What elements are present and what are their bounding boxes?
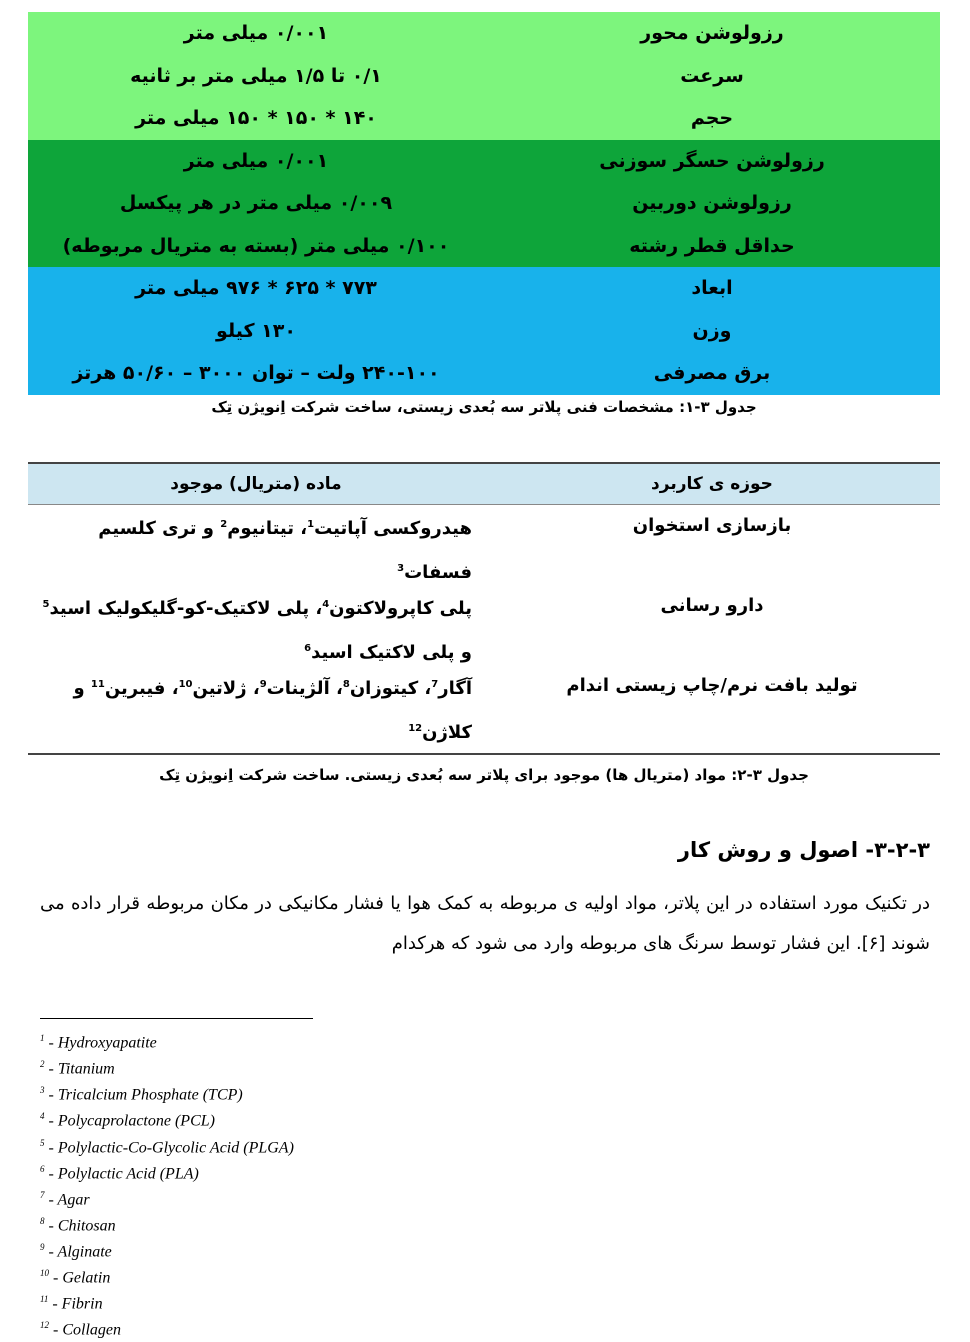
spec-param: رزولوشن حسگر سوزنی <box>599 149 825 172</box>
footnotes <box>40 1028 294 1342</box>
spec-param: وزن <box>692 319 732 342</box>
footnote-ref: 5 <box>42 599 50 610</box>
footnote-ref: 8 <box>342 679 350 690</box>
table-row <box>28 585 940 665</box>
spec-group-1 <box>28 12 940 140</box>
material-text: پلی کاپرولاکتون <box>329 598 472 619</box>
spec-row <box>28 267 940 310</box>
footnote-number: 6 <box>40 1163 45 1174</box>
table-row <box>28 665 940 753</box>
footnote-number: 9 <box>40 1242 45 1252</box>
material-text: و کلاژن <box>73 678 472 743</box>
material-text: آگار <box>438 678 472 699</box>
material-text: و تری کلسیم فسفات <box>98 518 472 583</box>
spec-table <box>28 12 940 395</box>
footnote-ref: 6 <box>304 643 312 654</box>
material-text: ، آلژینات <box>266 678 343 699</box>
material-text: ، ژلاتین <box>192 678 260 699</box>
footnote-text: - Polycaprolactone (PCL) <box>48 1112 215 1130</box>
material-text: هیدروکسی آپاتیت <box>314 518 472 539</box>
footnote-ref: 2 <box>220 519 228 530</box>
spec-param: حجم <box>690 107 734 130</box>
footnote-text: - Alginate <box>48 1243 112 1261</box>
footnote-ref: 9 <box>259 679 267 690</box>
footnote <box>40 1028 294 1054</box>
spec-param: سرعت <box>680 64 744 87</box>
footnote-number: 8 <box>40 1215 45 1226</box>
spec-row <box>28 97 940 140</box>
spec-param: حداقل قطر رشته <box>629 234 795 257</box>
material-text: و پلی لاکتیک اسید <box>311 642 472 663</box>
footnote-text: - Fibrin <box>52 1295 103 1313</box>
footnote-ref: 4 <box>322 599 330 610</box>
footnote-text: - Polylactic-Co-Glycolic Acid (PLGA) <box>48 1138 294 1156</box>
footnote-number: 12 <box>40 1320 49 1331</box>
footnote-ref: 12 <box>408 723 423 734</box>
spec-group-2 <box>28 140 940 268</box>
footnote <box>40 1289 294 1315</box>
footnote <box>40 1263 294 1289</box>
material-text: ، کیتوزان <box>349 678 432 699</box>
footnote-number: 4 <box>40 1111 45 1122</box>
spec-row <box>28 55 940 98</box>
materials-table-header <box>28 464 940 505</box>
material-cell <box>28 665 484 753</box>
header-application: حوزه ی کاربرد <box>651 474 773 494</box>
footnote <box>40 1106 294 1132</box>
footnote-number: 5 <box>40 1137 45 1148</box>
footnote-number: 2 <box>40 1059 45 1070</box>
spec-value: ۲۴۰-۱۰۰ ولت – توان ۳۰۰۰ – ۵۰/۶۰ هرتز <box>72 362 440 385</box>
footnote-number: 10 <box>40 1268 49 1279</box>
footnote-text: - Chitosan <box>48 1217 116 1235</box>
spec-row <box>28 310 940 353</box>
footnote-ref: 11 <box>90 679 105 690</box>
spec-row <box>28 12 940 55</box>
material-cell <box>28 505 484 585</box>
footnote-text: - Titanium <box>48 1060 115 1078</box>
footnote-ref: 7 <box>431 679 439 690</box>
material-text: ، تیتانیوم <box>227 518 308 539</box>
application-cell: دارو رسانی <box>660 595 764 616</box>
material-text: ، فیبرین <box>104 678 179 699</box>
footnote <box>40 1133 294 1159</box>
footnote-text: - Tricalcium Phosphate (TCP) <box>48 1086 243 1104</box>
footnote <box>40 1054 294 1080</box>
footnote-text: - Gelatin <box>53 1269 111 1287</box>
spec-value: ۰/۰۰۱ میلی متر <box>183 149 329 172</box>
materials-table-caption: جدول ۳-۲: مواد (متریال ها) موجود برای پلاتر سه بُعدی زیستی. ساخت شرکت اِنویژن تِک <box>159 766 809 784</box>
application-cell: تولید بافت نرم/چاپ زیستی اندام <box>566 675 858 696</box>
footnote-text: - Collagen <box>53 1321 121 1339</box>
spec-row <box>28 352 940 395</box>
spec-param: رزولوشن دوربین <box>632 192 792 215</box>
spec-param: ابعاد <box>691 277 733 300</box>
spec-row <box>28 182 940 225</box>
spec-value: ۰/۰۰۹ میلی متر در هر پیکسل <box>119 192 393 215</box>
spec-value: ۱۴۰ * ۱۵۰ * ۱۵۰ میلی متر <box>135 107 377 130</box>
footnote-text: - Hydroxyapatite <box>48 1034 157 1052</box>
footnote-text: - Polylactic Acid (PLA) <box>48 1164 199 1182</box>
footnote-rule <box>40 1018 313 1019</box>
footnote-ref: 3 <box>397 563 405 574</box>
spec-value: ۷۷۳ * ۶۲۵ * ۹۷۶ میلی متر <box>135 277 377 300</box>
footnote <box>40 1080 294 1106</box>
material-text: ، پلی لاکتیک-کو-گلیکولیک اسید <box>49 598 323 619</box>
header-material: ماده (متریال) موجود <box>170 474 342 494</box>
footnote <box>40 1185 294 1211</box>
footnote <box>40 1159 294 1185</box>
footnote <box>40 1315 294 1341</box>
application-cell: بازسازی استخوان <box>632 515 792 536</box>
spec-param: برق مصرفی <box>653 362 771 385</box>
spec-param: رزولوشن محور <box>640 22 784 45</box>
body-paragraph: در تکنیک مورد استفاده در این پلاتر، مواد اولیه ی مربوطه به کمک هوا یا فشار مکانیکی در مکان مربوطه قرار داده می شوند [۶]. این فشار توسط سرنگ های مربوطه وارد می شود که هرکدام <box>40 893 930 954</box>
footnote-number: 11 <box>40 1294 49 1305</box>
material-cell <box>28 585 484 665</box>
footnote-text: - Agar <box>48 1191 90 1209</box>
table-row <box>28 505 940 585</box>
footnote-number: 7 <box>40 1189 45 1200</box>
spec-row <box>28 140 940 183</box>
spec-group-3 <box>28 267 940 395</box>
section-title: ۳-۲-۳- اصول و روش کار <box>677 838 930 862</box>
spec-value: ۰/۱ تا ۱/۵ میلی متر بر ثانیه <box>130 64 382 87</box>
footnote-ref: 10 <box>178 679 193 690</box>
spec-value: ۰/۰۰۱ میلی متر <box>183 22 329 45</box>
footnote-ref: 1 <box>307 519 315 530</box>
footnote <box>40 1237 294 1263</box>
spec-table-caption: جدول ۳-۱: مشخصات فنی پلاتر سه بُعدی زیستی، ساخت شرکت اِنویژن تِک <box>211 398 757 416</box>
footnote-number: 1 <box>40 1033 45 1043</box>
footnote <box>40 1211 294 1237</box>
materials-table <box>28 462 940 755</box>
spec-value: ۱۳۰ کیلو <box>216 319 296 342</box>
spec-value: ۰/۱۰۰ میلی متر (بسته به متریال مربوطه) <box>62 234 450 257</box>
spec-row <box>28 225 940 268</box>
footnote-number: 3 <box>40 1085 45 1096</box>
